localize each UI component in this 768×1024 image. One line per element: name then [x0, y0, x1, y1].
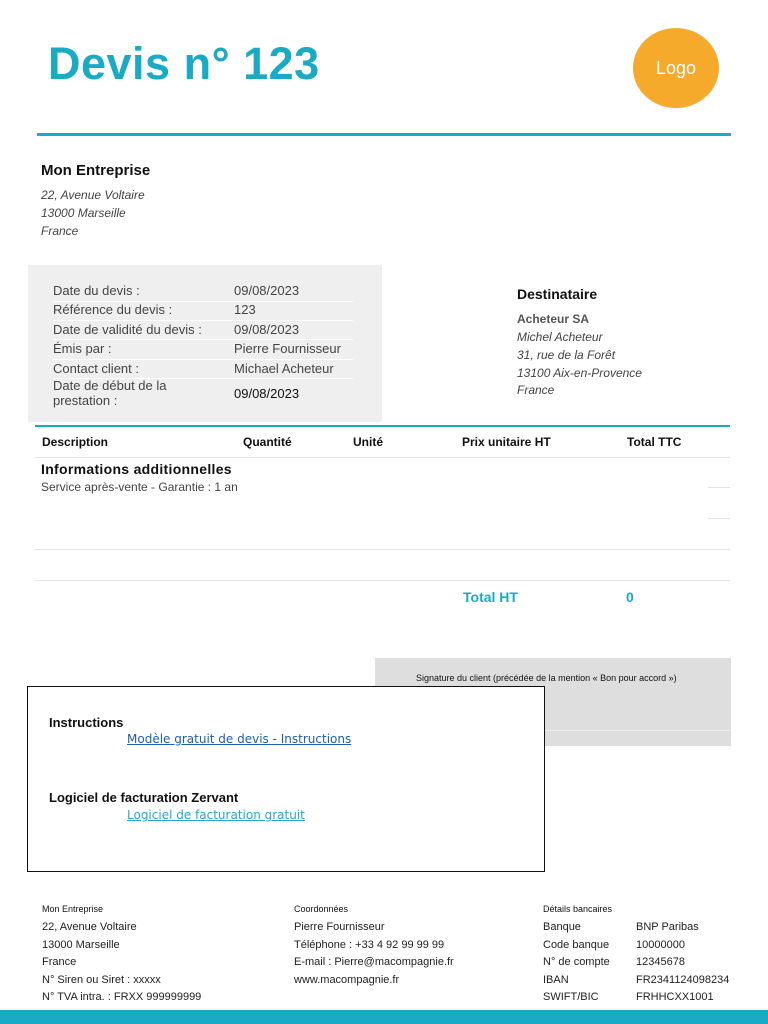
bank-value: 10000000 [636, 938, 685, 951]
quote-validity-label: Date de validité du devis : [53, 322, 202, 337]
additional-info-title: Informations additionnelles [41, 461, 232, 477]
footer-company-line: 13000 Marseille [42, 938, 120, 951]
column-header-total: Total TTC [627, 435, 682, 449]
issued-by-label: Émis par : [53, 341, 112, 356]
bank-value: FR2341124098234 [636, 973, 730, 986]
instructions-panel [27, 686, 545, 872]
footer-company-line: N° Siren ou Siret : xxxxx [42, 973, 161, 986]
row-divider [53, 359, 353, 360]
page-title: Devis n° 123 [48, 38, 320, 89]
quote-date-value: 09/08/2023 [234, 283, 300, 298]
recipient-title: Destinataire [517, 286, 598, 302]
footer-contact-line: www.macompagnie.fr [294, 973, 400, 986]
column-header-quantity: Quantité [243, 435, 292, 449]
bank-label: N° de compte [543, 956, 610, 968]
table-row-divider [35, 580, 730, 581]
bank-value: FRHHCXX1001 [636, 991, 714, 1003]
recipient-line: Michel Acheteur [517, 330, 603, 344]
footer-accent-bar [0, 1010, 768, 1024]
bank-label: Banque [543, 921, 581, 933]
table-row-divider [708, 518, 730, 519]
footer-contact-line: E-mail : Pierre@macompagnie.fr [294, 956, 454, 968]
footer-contact-heading: Coordonnées [294, 904, 349, 914]
recipient-line: France [517, 383, 555, 397]
total-ht-label: Total HT [463, 589, 518, 605]
footer-company-line: N° TVA intra. : FRXX 999999999 [42, 991, 202, 1003]
recipient-line: 13100 Aix-en-Provence [517, 366, 642, 380]
quote-date-label: Date du devis : [53, 283, 140, 298]
row-divider [53, 320, 353, 321]
quote-info-panel [28, 265, 382, 422]
footer-contact [294, 902, 454, 989]
bank-label: IBAN [543, 973, 569, 986]
client-contact-label: Contact client : [53, 361, 139, 376]
table-row-divider [708, 487, 730, 488]
bank-label: SWIFT/BIC [543, 991, 599, 1003]
row-divider [53, 339, 353, 340]
logo-label: Logo [655, 57, 697, 78]
total-ht-value: 0 [626, 589, 634, 605]
company-logo [633, 28, 719, 108]
footer-company-line: France [42, 956, 77, 968]
footer-contact-line: Téléphone : +33 4 92 99 99 99 [294, 938, 445, 951]
table-row-divider [35, 457, 730, 458]
recipient-line: 31, rue de la Forêt [517, 348, 616, 362]
company-address-line: 22, Avenue Voltaire [41, 188, 145, 202]
footer-company-line: 22, Avenue Voltaire [42, 921, 137, 933]
quote-reference-label: Référence du devis : [53, 302, 173, 317]
column-header-unit: Unité [353, 435, 383, 449]
billing-software-link[interactable]: Logiciel de facturation gratuit [127, 808, 305, 822]
table-row-divider [35, 549, 730, 550]
signature-label: Signature du client (précédée de la mention « Bon pour accord ») [416, 673, 677, 683]
instructions-link[interactable]: Modèle gratuit de devis - Instructions [127, 732, 352, 746]
bank-label: Code banque [543, 938, 610, 951]
footer-contact-line: Pierre Fournisseur [294, 921, 385, 933]
table-top-divider [35, 425, 730, 427]
footer-company-heading: Mon Entreprise [42, 904, 104, 914]
header-divider [37, 133, 731, 136]
quote-reference-value: 123 [234, 302, 256, 317]
footer-bank-heading: Détails bancaires [543, 904, 613, 914]
quote-validity-value: 09/08/2023 [234, 322, 300, 337]
footer-bank-labels [543, 919, 610, 1007]
recipient-company: Acheteur SA [517, 312, 590, 326]
footer-bank-values [636, 919, 729, 1007]
footer-bank [543, 902, 612, 919]
bank-value: 12345678 [636, 956, 685, 968]
client-contact-value: Michael Acheteur [234, 361, 334, 376]
company-address-line: France [41, 224, 79, 238]
column-header-unit-price: Prix unitaire HT [462, 435, 551, 449]
instructions-heading: Instructions [49, 715, 124, 730]
service-start-value: 09/08/2023 [234, 386, 300, 401]
column-header-description: Description [42, 435, 109, 449]
issued-by-value: Pierre Fournisseur [234, 341, 341, 356]
service-start-label: Date de début de la prestation : [53, 378, 167, 408]
additional-info-text: Service après-vente - Garantie : 1 an [41, 480, 238, 494]
company-name: Mon Entreprise [41, 162, 151, 179]
billing-software-heading: Logiciel de facturation Zervant [49, 790, 239, 805]
footer-company [42, 902, 201, 1007]
company-address-line: 13000 Marseille [41, 206, 126, 220]
bank-value: BNP Paribas [636, 921, 699, 933]
